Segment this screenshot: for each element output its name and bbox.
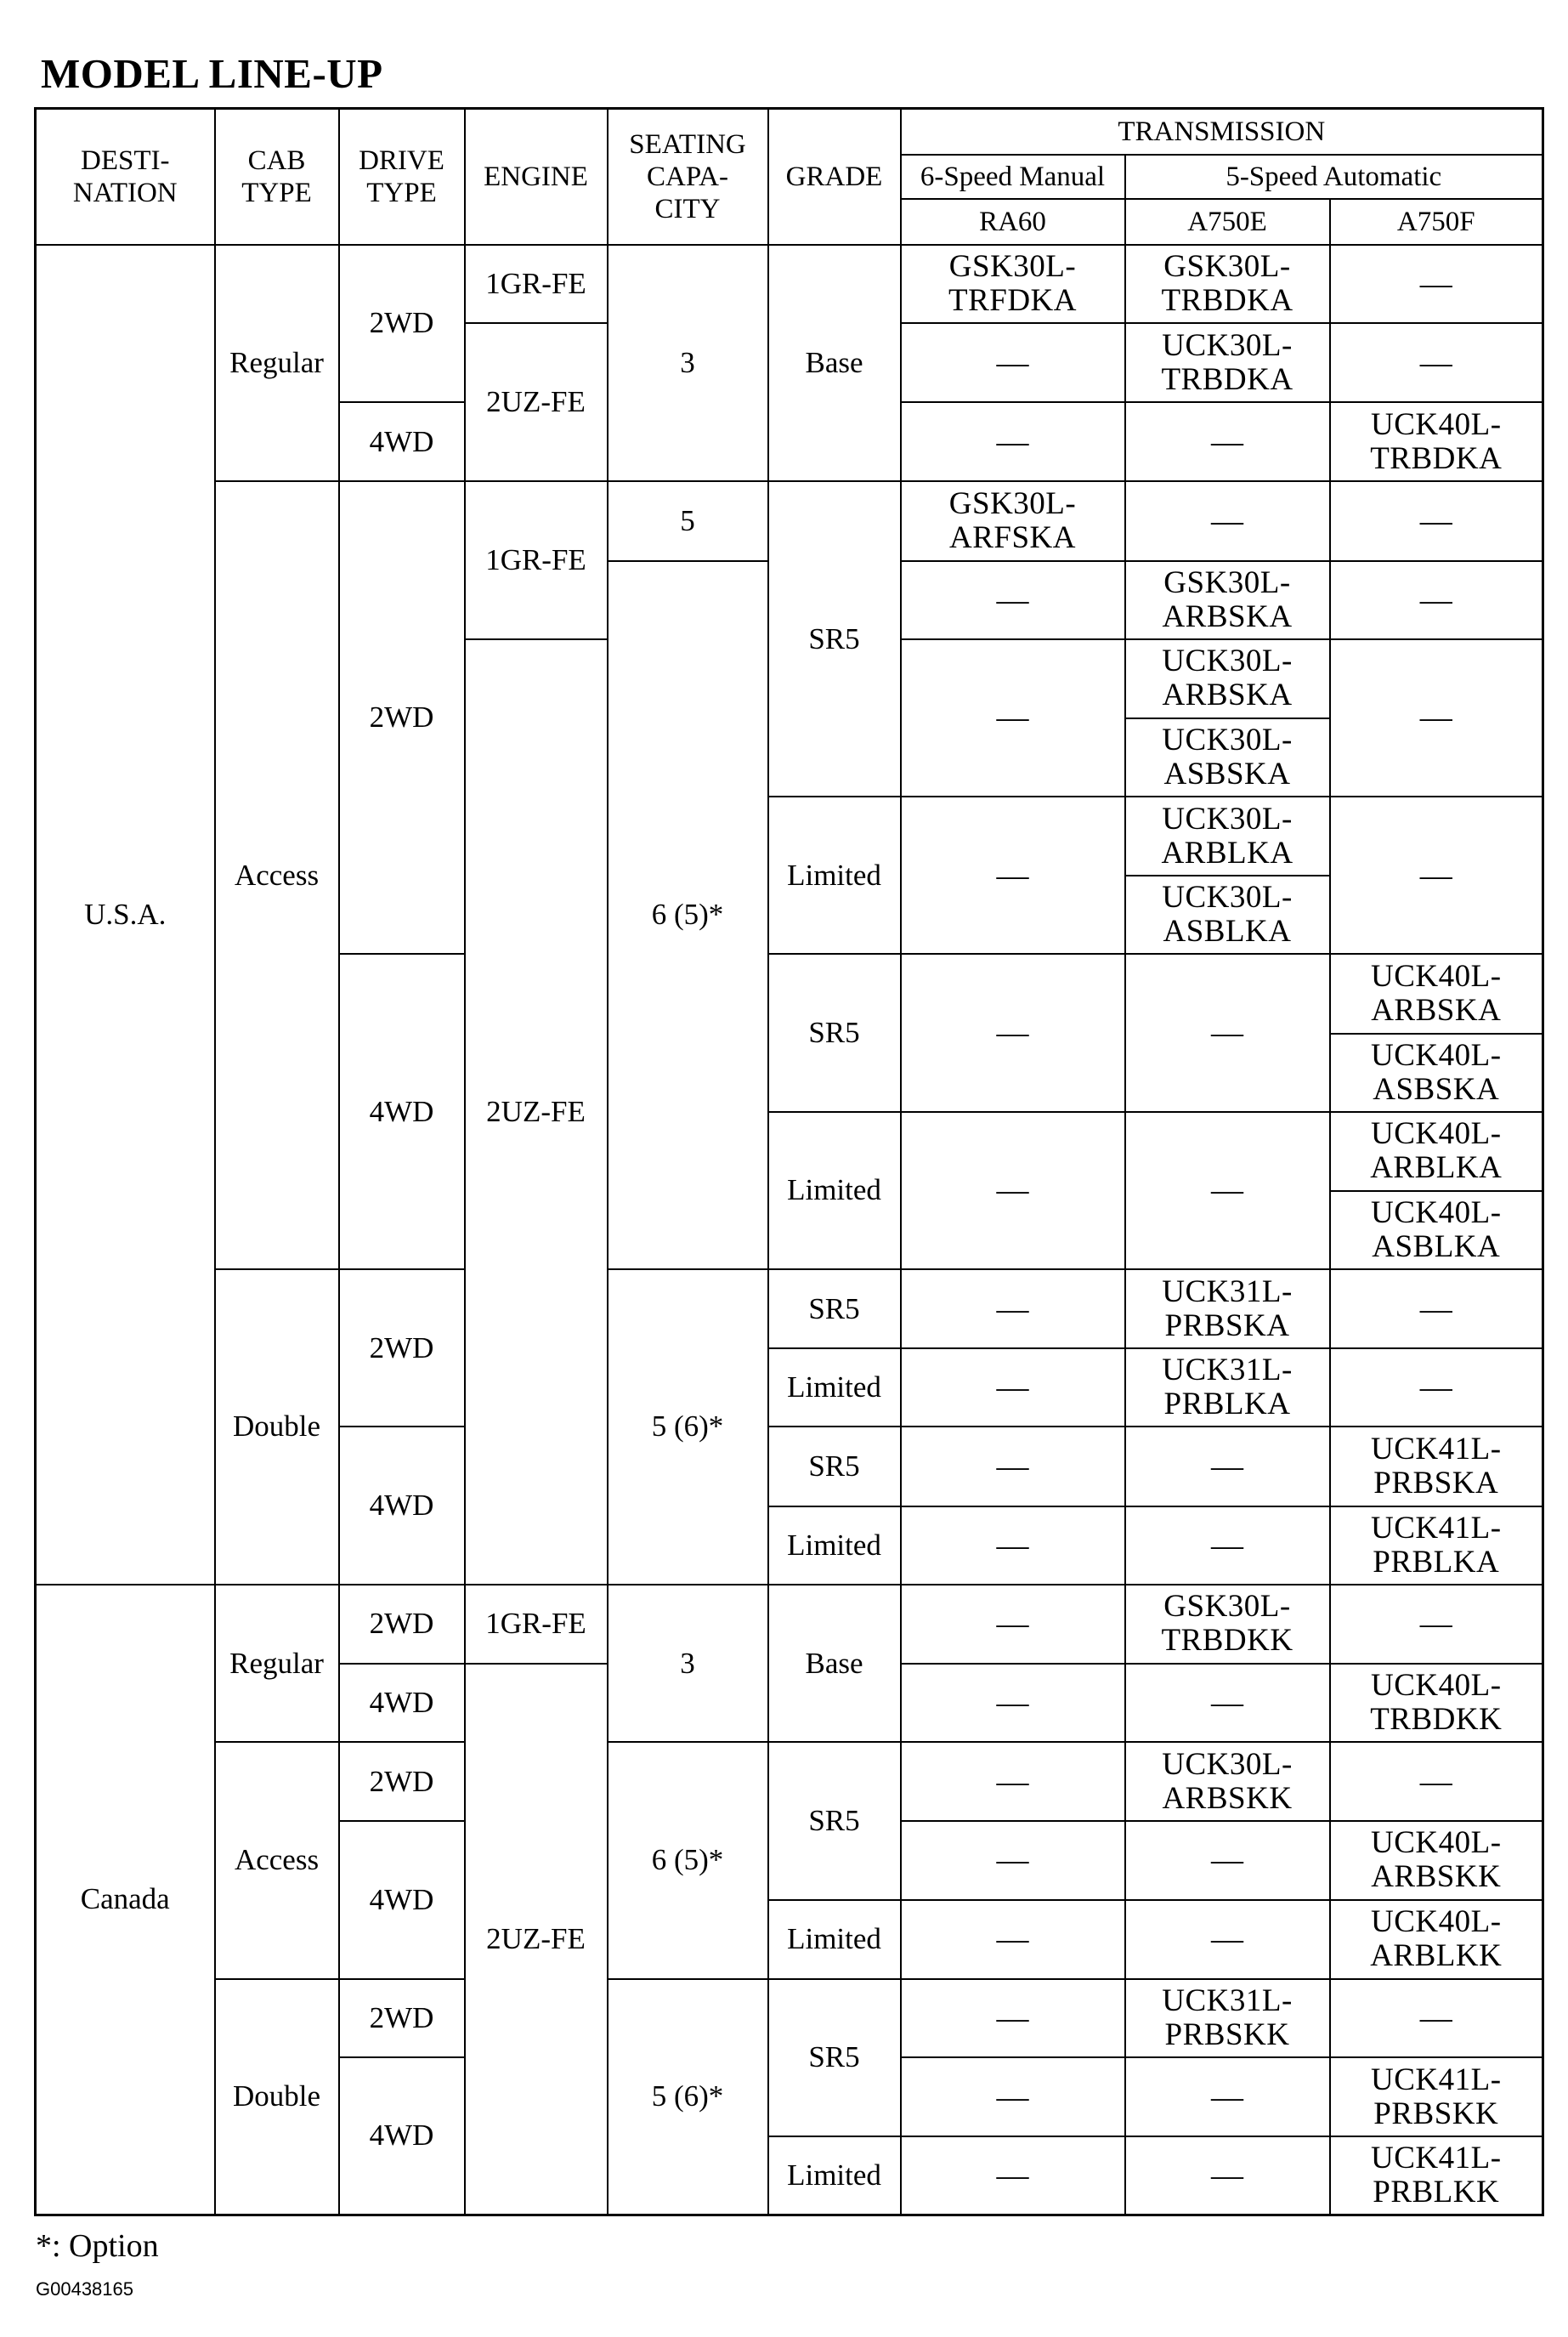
engine-cell: 2UZ-FE: [465, 1664, 608, 2215]
model-code: UCK40L- ARBLKA: [1330, 1112, 1543, 1191]
dash-cell: —: [901, 1348, 1125, 1427]
dash-cell: —: [1330, 1742, 1543, 1821]
header-ra60: RA60: [901, 199, 1125, 245]
header-grade: GRADE: [768, 109, 901, 245]
cab-type-cell: Access: [215, 1742, 339, 1979]
grade-cell: Base: [768, 1585, 901, 1742]
cab-type-cell: Double: [215, 1979, 339, 2215]
grade-cell: SR5: [768, 1427, 901, 1506]
dash-cell: —: [901, 1900, 1125, 1979]
drive-type-cell: 4WD: [339, 954, 465, 1269]
model-code: UCK30L- ARBLKA: [1125, 797, 1330, 876]
seating-cell: 6 (5)*: [608, 561, 768, 1270]
drive-type-cell: 4WD: [339, 1427, 465, 1584]
dash-cell: —: [1330, 797, 1543, 954]
dash-cell: —: [1330, 561, 1543, 639]
dash-cell: —: [1330, 1979, 1543, 2057]
dash-cell: —: [901, 2057, 1125, 2136]
dash-cell: —: [1330, 1348, 1543, 1427]
dash-cell: —: [901, 402, 1125, 481]
model-code: UCK31L- PRBLKA: [1125, 1348, 1330, 1427]
seating-cell: 5 (6)*: [608, 1269, 768, 1585]
cab-type-cell: Regular: [215, 245, 339, 482]
header-transmission: TRANSMISSION: [901, 109, 1543, 155]
dash-cell: —: [901, 323, 1125, 402]
dash-cell: —: [901, 1585, 1125, 1664]
dash-cell: —: [901, 1821, 1125, 1899]
drive-type-cell: 4WD: [339, 1664, 465, 1742]
header-seating-capacity: SEATING CAPA- CITY: [608, 109, 768, 245]
option-footnote: *: Option: [36, 2228, 159, 2264]
drive-type-cell: 4WD: [339, 1821, 465, 1978]
model-code: UCK30L- ASBLKA: [1125, 876, 1330, 954]
dash-cell: —: [1330, 639, 1543, 797]
dash-cell: —: [901, 639, 1125, 797]
header-a750f: A750F: [1330, 199, 1543, 245]
grade-cell: SR5: [768, 1742, 901, 1899]
header-5-speed-automatic: 5-Speed Automatic: [1125, 155, 1543, 199]
destination-canada: Canada: [36, 1585, 215, 2215]
header-engine: ENGINE: [465, 109, 608, 245]
dash-cell: —: [1330, 1585, 1543, 1664]
engine-cell: 1GR-FE: [465, 245, 608, 323]
dash-cell: —: [1330, 323, 1543, 402]
engine-cell: 1GR-FE: [465, 1585, 608, 1664]
dash-cell: —: [1125, 1506, 1330, 1585]
dash-cell: —: [1125, 402, 1330, 481]
model-code: UCK40L- ARBSKK: [1330, 1821, 1543, 1899]
seating-cell: 5: [608, 481, 768, 560]
grade-cell: SR5: [768, 954, 901, 1111]
model-code: UCK30L- TRBDKA: [1125, 323, 1330, 402]
seating-cell: 3: [608, 245, 768, 482]
model-code: UCK40L- TRBDKA: [1330, 402, 1543, 481]
header-6-speed-manual: 6-Speed Manual: [901, 155, 1125, 199]
dash-cell: —: [901, 954, 1125, 1111]
dash-cell: —: [1125, 1112, 1330, 1269]
drive-type-cell: 2WD: [339, 1742, 465, 1821]
model-lineup-table: [34, 107, 1544, 2216]
grade-cell: Limited: [768, 1900, 901, 1979]
grade-cell: Limited: [768, 797, 901, 954]
grade-cell: Limited: [768, 1348, 901, 1427]
engine-cell: 1GR-FE: [465, 481, 608, 638]
model-code: GSK30L- ARFSKA: [901, 481, 1125, 560]
dash-cell: —: [901, 1427, 1125, 1506]
seating-cell: 6 (5)*: [608, 1742, 768, 1979]
model-code: UCK31L- PRBSKA: [1125, 1269, 1330, 1348]
dash-cell: —: [1125, 1664, 1330, 1742]
model-code: UCK40L- TRBDKK: [1330, 1664, 1543, 1742]
dash-cell: —: [1125, 1900, 1330, 1979]
header-drive-type: DRIVE TYPE: [339, 109, 465, 245]
dash-cell: —: [901, 1112, 1125, 1269]
engine-cell: 2UZ-FE: [465, 639, 608, 1585]
model-code: UCK40L- ASBLKA: [1330, 1191, 1543, 1269]
model-code: UCK40L- ARBLKK: [1330, 1900, 1543, 1979]
cab-type-cell: Double: [215, 1269, 339, 1585]
dash-cell: —: [1125, 1427, 1330, 1506]
model-code: UCK40L- ARBSKA: [1330, 954, 1543, 1033]
model-code: GSK30L- TRFDKA: [901, 245, 1125, 323]
drive-type-cell: 2WD: [339, 1585, 465, 1664]
dash-cell: —: [1125, 2136, 1330, 2215]
dash-cell: —: [1125, 954, 1330, 1111]
dash-cell: —: [901, 1506, 1125, 1585]
model-code: GSK30L- TRBDKK: [1125, 1585, 1330, 1664]
drive-type-cell: 2WD: [339, 245, 465, 402]
dash-cell: —: [901, 797, 1125, 954]
model-code: UCK40L- ASBSKA: [1330, 1034, 1543, 1112]
model-code: UCK41L- PRBLKA: [1330, 1506, 1543, 1585]
model-code: UCK41L- PRBSKK: [1330, 2057, 1543, 2136]
dash-cell: —: [1330, 1269, 1543, 1348]
dash-cell: —: [901, 1269, 1125, 1348]
engine-cell: 2UZ-FE: [465, 323, 608, 481]
model-code: UCK31L- PRBSKK: [1125, 1979, 1330, 2057]
model-code: UCK30L- ASBSKA: [1125, 718, 1330, 797]
destination-usa: U.S.A.: [36, 245, 215, 1585]
cab-type-cell: Regular: [215, 1585, 339, 1742]
seating-cell: 3: [608, 1585, 768, 1742]
grade-cell: Limited: [768, 1112, 901, 1269]
grade-cell: SR5: [768, 1269, 901, 1348]
dash-cell: —: [1125, 2057, 1330, 2136]
grade-cell: Base: [768, 245, 901, 482]
page-title: MODEL LINE-UP: [41, 50, 383, 97]
model-code: UCK41L- PRBLKK: [1330, 2136, 1543, 2215]
figure-id: G00438165: [36, 2278, 133, 2300]
model-code: UCK30L- ARBSKK: [1125, 1742, 1330, 1821]
seating-cell: 5 (6)*: [608, 1979, 768, 2215]
model-code: GSK30L- ARBSKA: [1125, 561, 1330, 639]
model-code: GSK30L- TRBDKA: [1125, 245, 1330, 323]
dash-cell: —: [901, 1742, 1125, 1821]
header-a750e: A750E: [1125, 199, 1330, 245]
drive-type-cell: 2WD: [339, 481, 465, 954]
model-code: UCK41L- PRBSKA: [1330, 1427, 1543, 1506]
dash-cell: —: [1125, 1821, 1330, 1899]
grade-cell: SR5: [768, 481, 901, 797]
header-cab-type: CAB TYPE: [215, 109, 339, 245]
dash-cell: —: [901, 1664, 1125, 1742]
dash-cell: —: [901, 2136, 1125, 2215]
grade-cell: Limited: [768, 2136, 901, 2215]
dash-cell: —: [1125, 481, 1330, 560]
cab-type-cell: Access: [215, 481, 339, 1269]
dash-cell: —: [1330, 245, 1543, 323]
grade-cell: Limited: [768, 1506, 901, 1585]
drive-type-cell: 4WD: [339, 402, 465, 481]
model-code: UCK30L- ARBSKA: [1125, 639, 1330, 718]
header-destination: DESTI- NATION: [36, 109, 215, 245]
drive-type-cell: 2WD: [339, 1979, 465, 2057]
dash-cell: —: [901, 561, 1125, 639]
drive-type-cell: 4WD: [339, 2057, 465, 2215]
grade-cell: SR5: [768, 1979, 901, 2136]
dash-cell: —: [901, 1979, 1125, 2057]
dash-cell: —: [1330, 481, 1543, 560]
drive-type-cell: 2WD: [339, 1269, 465, 1427]
